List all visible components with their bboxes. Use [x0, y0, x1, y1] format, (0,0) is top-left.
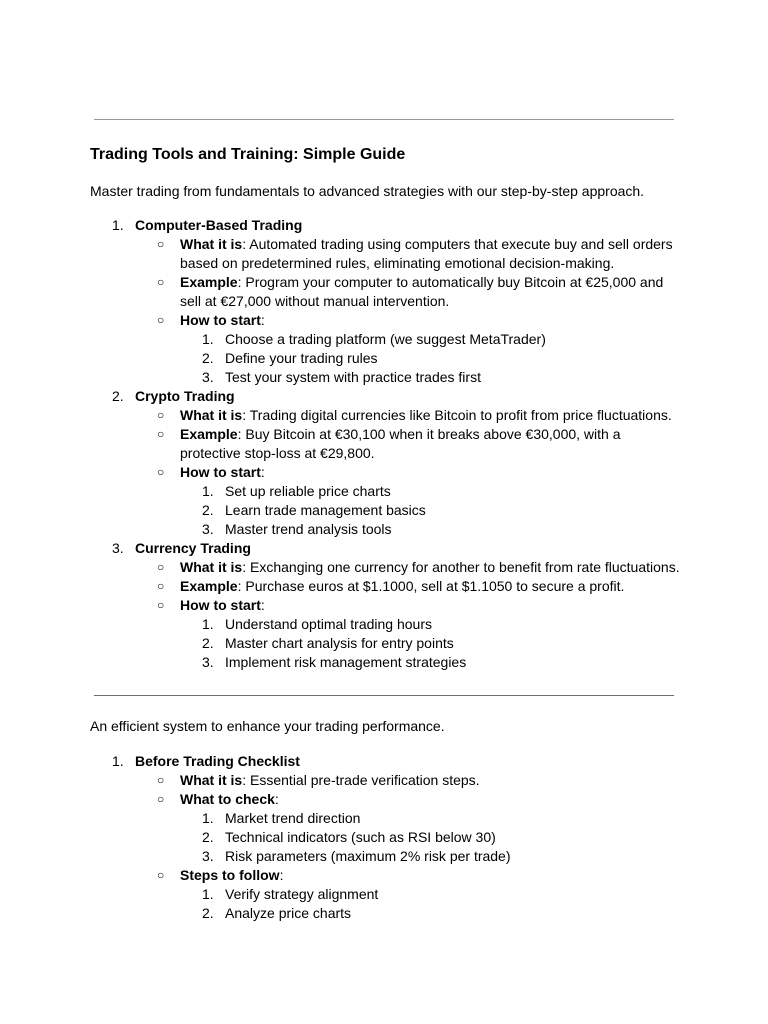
list-number: 2. — [202, 502, 214, 518]
list-item — [135, 311, 680, 387]
item-label: How to start — [180, 597, 261, 613]
list-item — [135, 273, 680, 311]
step-text: Test your system with practice trades first — [225, 369, 481, 385]
sub-list — [135, 235, 680, 387]
bullet-icon: ○ — [157, 313, 165, 327]
trading-system-list — [90, 752, 680, 923]
list-number: 1. — [112, 753, 124, 769]
list-item — [135, 406, 680, 425]
item-text: : — [260, 464, 265, 480]
list-item — [180, 615, 680, 634]
step-text: Risk parameters (maximum 2% risk per trade) — [225, 848, 511, 864]
bullet-icon: ○ — [157, 427, 165, 441]
intro-paragraph: Master trading from fundamentals to advanced strategies with our step-by-step approach. — [90, 183, 645, 199]
bullet-icon: ○ — [157, 579, 165, 593]
item-label: Example — [180, 426, 238, 442]
list-number: 2. — [202, 350, 214, 366]
list-item — [180, 809, 680, 828]
list-item — [180, 501, 680, 520]
step-text: Verify strategy alignment — [225, 886, 379, 902]
item-text: : — [279, 867, 284, 883]
list-item — [135, 463, 680, 539]
list-number: 2. — [202, 635, 214, 651]
bullet-icon: ○ — [157, 408, 165, 422]
section-divider — [94, 695, 674, 696]
trading-types-list — [90, 216, 680, 672]
list-item — [135, 577, 680, 596]
bullet-icon: ○ — [157, 465, 165, 479]
list-item — [180, 349, 680, 368]
section-heading: Before Trading Checklist — [135, 753, 300, 769]
item-text: : Program your computer to automatically buy Bitcoin at €25,000 and sell at €27,000 without manual intervention. — [180, 274, 664, 309]
step-text: Master trend analysis tools — [225, 521, 392, 537]
steps-list — [180, 330, 680, 387]
bullet-icon: ○ — [157, 598, 165, 612]
bullet-icon: ○ — [157, 773, 165, 787]
list-number: 3. — [202, 369, 214, 385]
list-item — [90, 539, 680, 672]
step-text: Choose a trading platform (we suggest MetaTrader) — [225, 331, 546, 347]
steps-list — [180, 482, 680, 539]
step-text: Learn trade management basics — [225, 502, 426, 518]
list-number: 1. — [202, 331, 214, 347]
item-text: : Buy Bitcoin at €30,100 when it breaks above €30,000, with a protective stop-loss at €29,800. — [180, 426, 621, 461]
item-text: : Exchanging one currency for another to benefit from rate fluctuations. — [242, 559, 680, 575]
list-number: 3. — [202, 521, 214, 537]
list-number: 1. — [202, 483, 214, 499]
item-text: : — [274, 791, 279, 807]
list-item — [135, 866, 680, 923]
step-text: Define your trading rules — [225, 350, 378, 366]
step-text: Market trend direction — [225, 810, 361, 826]
list-item — [180, 828, 680, 847]
list-item — [90, 387, 680, 539]
bullet-icon: ○ — [157, 868, 165, 882]
list-item — [180, 653, 680, 672]
list-number: 3. — [112, 540, 124, 556]
list-number: 3. — [202, 654, 214, 670]
bullet-icon: ○ — [157, 792, 165, 806]
item-label: How to start — [180, 464, 261, 480]
list-number: 1. — [112, 217, 124, 233]
list-item — [180, 904, 680, 923]
item-label: What it is — [180, 407, 243, 423]
item-label: How to start — [180, 312, 261, 328]
step-text: Understand optimal trading hours — [225, 616, 433, 632]
item-text: : — [260, 312, 265, 328]
page-title: Trading Tools and Training: Simple Guide — [90, 146, 406, 163]
item-label: What it is — [180, 772, 243, 788]
list-item — [180, 482, 680, 501]
list-item — [135, 596, 680, 672]
bullet-icon: ○ — [157, 275, 165, 289]
sub-list — [135, 406, 680, 539]
list-item — [90, 216, 680, 387]
step-text: Implement risk management strategies — [225, 654, 467, 670]
item-label: Example — [180, 274, 238, 290]
list-number: 1. — [202, 810, 214, 826]
item-label: Steps to follow — [180, 867, 280, 883]
list-item — [135, 558, 680, 577]
step-text: Set up reliable price charts — [225, 483, 391, 499]
bullet-icon: ○ — [157, 560, 165, 574]
steps-list — [180, 615, 680, 672]
step-text: Analyze price charts — [225, 905, 352, 921]
item-label: Example — [180, 578, 238, 594]
item-label: What it is — [180, 559, 243, 575]
item-label: What it is — [180, 236, 243, 252]
steps-list — [180, 809, 680, 866]
sub-list — [135, 558, 680, 672]
list-item — [135, 771, 680, 790]
list-item — [180, 847, 680, 866]
section-heading: Computer-Based Trading — [135, 217, 303, 233]
item-text: : Trading digital currencies like Bitcoin to profit from price fluctuations. — [242, 407, 672, 423]
list-number: 2. — [112, 388, 124, 404]
list-item — [180, 368, 680, 387]
list-item — [180, 330, 680, 349]
top-divider — [94, 119, 674, 120]
item-text: : Purchase euros at $1.1000, sell at $1.1050 to secure a profit. — [237, 578, 625, 594]
list-item — [135, 235, 680, 273]
step-text: Technical indicators (such as RSI below 30) — [225, 829, 496, 845]
item-text: : Essential pre-trade verification steps. — [242, 772, 480, 788]
list-item — [180, 885, 680, 904]
steps-list — [180, 885, 680, 923]
list-item — [90, 752, 680, 923]
list-item — [180, 520, 680, 539]
list-number: 1. — [202, 616, 214, 632]
bullet-icon: ○ — [157, 237, 165, 251]
item-text: : — [260, 597, 265, 613]
list-number: 2. — [202, 829, 214, 845]
section-heading: Crypto Trading — [135, 388, 235, 404]
list-number: 1. — [202, 886, 214, 902]
list-item — [135, 425, 680, 463]
item-label: What to check — [180, 791, 275, 807]
list-number: 3. — [202, 848, 214, 864]
list-item — [135, 790, 680, 866]
item-text: : Automated trading using computers that execute buy and sell orders based on predetermined rules, eliminating emotional decision-making. — [180, 236, 673, 271]
list-item — [180, 634, 680, 653]
intro-paragraph-2: An efficient system to enhance your trading performance. — [90, 718, 445, 734]
list-number: 2. — [202, 905, 214, 921]
sub-list — [135, 771, 680, 923]
section-heading: Currency Trading — [135, 540, 251, 556]
step-text: Master chart analysis for entry points — [225, 635, 454, 651]
